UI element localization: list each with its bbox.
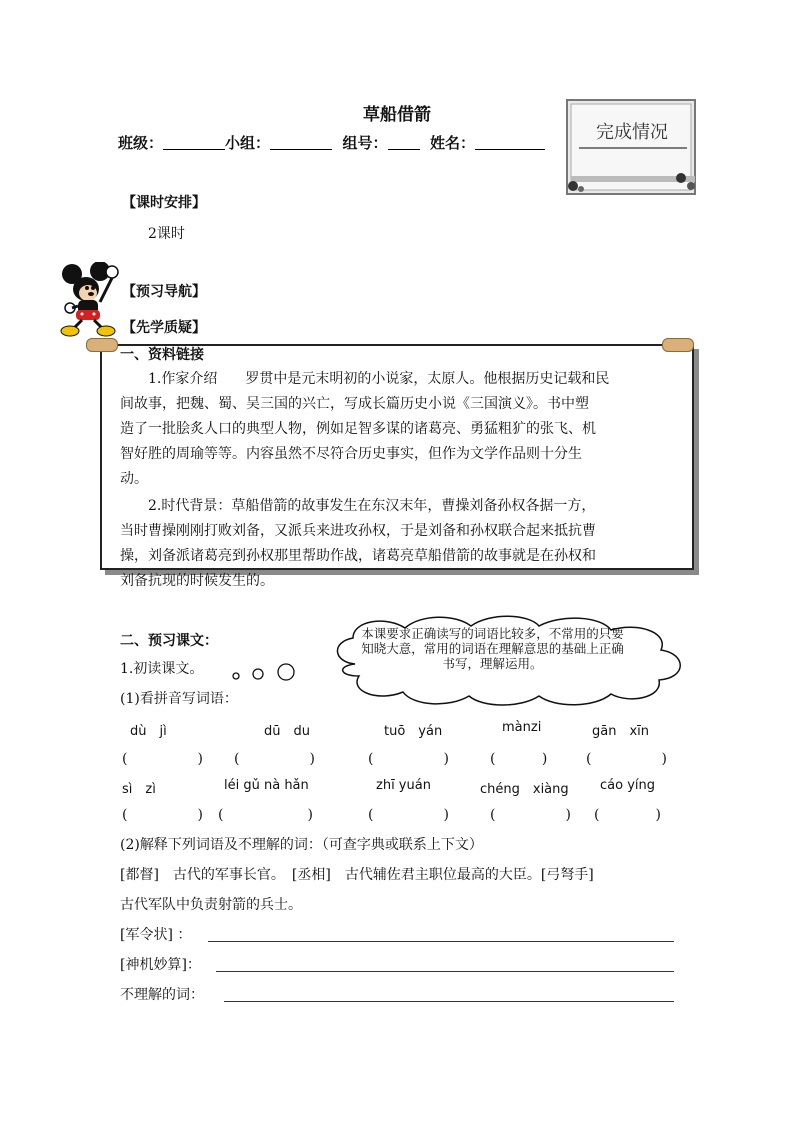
mickey-mascot-icon xyxy=(60,262,122,338)
pinyin-7: léi gǔ nà hǎn xyxy=(224,778,309,793)
author-paragraph xyxy=(120,367,690,594)
badge-text: 完成情况 xyxy=(596,122,668,143)
group-label: 小组： xyxy=(225,134,271,152)
background-line-1: 2.时代背景：草船借箭的故事发生在东汉末年，曹操刘备孙权各据一方， xyxy=(148,498,596,514)
answer-box-6[interactable]: ( ) xyxy=(122,807,203,823)
schedule-heading: 【课时安排】 xyxy=(122,195,206,211)
background-line-4: 刘备抗现的时候发生的。 xyxy=(120,573,274,589)
completion-badge xyxy=(565,98,699,198)
pinyin-10: cáo yíng xyxy=(600,778,655,793)
page-title: 草船借箭 xyxy=(363,105,431,125)
pinyin-4: mànzi xyxy=(502,720,542,735)
pinyin-6: sì zì xyxy=(122,782,156,797)
pinyin-5: gān xīn xyxy=(592,724,650,739)
thought-bubbles-icon xyxy=(228,660,298,684)
cloud-callout-text: 本课要求正确读写的词语比较多，不常用的只要知晓大意，常用的词语在理解意思的基础上正确书写，理解运用。 xyxy=(361,626,624,671)
answer-box-2[interactable]: ( ) xyxy=(234,751,315,767)
materials-heading: 一、资料链接 xyxy=(120,347,204,363)
student-info-line xyxy=(118,132,545,153)
answer-box-4[interactable]: ( ) xyxy=(490,751,548,767)
field3-label: 不理解的词： xyxy=(120,987,204,1003)
answer-box-7[interactable]: ( ) xyxy=(218,807,313,823)
scroll-curl-left-icon xyxy=(86,338,118,352)
scroll-curl-right-icon xyxy=(662,338,694,352)
pre-question-heading: 【先学质疑】 xyxy=(122,320,206,336)
group-no-blank[interactable] xyxy=(388,133,420,150)
unknown-words-answer-line[interactable] xyxy=(224,1000,674,1002)
first-read-label: 1.初读课文。 xyxy=(120,661,204,677)
pinyin-task-label: (1)看拼音写词语： xyxy=(120,691,238,707)
shenjimiaosuan-answer-line[interactable] xyxy=(216,970,674,972)
answer-box-8[interactable]: ( ) xyxy=(368,807,449,823)
author-line-3: 造了一批脍炙人口的典型人物，例如足智多谋的诸葛亮、勇猛粗犷的张飞、机 xyxy=(120,421,596,437)
schedule-value: 2课时 xyxy=(148,226,185,242)
author-line-2: 间故事，把魏、蜀、吴三国的兴亡，写成长篇历史小说《三国演义》。书中塑 xyxy=(120,396,589,412)
preview-nav-heading: 【预习导航】 xyxy=(122,284,206,300)
pinyin-3: tuō yán xyxy=(384,724,443,739)
answer-box-1[interactable]: ( ) xyxy=(122,751,203,767)
group-no-label: 组号： xyxy=(342,134,388,152)
background-line-3: 操，刘备派诸葛亮到孙权那里帮助作战，诸葛亮草船借箭的故事就是在孙权和 xyxy=(120,548,596,564)
answer-box-3[interactable]: ( ) xyxy=(368,751,449,767)
mickey-mascot xyxy=(60,262,122,338)
field2-label: [神机妙算]： xyxy=(120,957,201,973)
explain-line-1: [都督] 古代的军事长官。 [丞相] 古代辅佐君主职位最高的大臣。[弓弩手] xyxy=(120,867,594,883)
name-label: 姓名： xyxy=(429,134,475,152)
name-blank[interactable] xyxy=(475,133,545,150)
class-blank[interactable] xyxy=(163,133,225,150)
pinyin-8: zhī yuán xyxy=(376,778,431,793)
author-line-4: 智好胜的周瑜等等。内容虽然不尽符合历史事实，但作为文学作品则十分生 xyxy=(120,446,582,462)
explain-line-2: 古代军队中负责射箭的兵士。 xyxy=(120,897,302,913)
badge-frame-icon xyxy=(565,98,699,198)
group-blank[interactable] xyxy=(270,133,332,150)
pinyin-2: dū du xyxy=(264,724,310,739)
pinyin-1: dù jì xyxy=(130,724,167,739)
answer-box-9[interactable]: ( ) xyxy=(490,807,571,823)
explain-task-label: (2)解释下列词语及不理解的词：（可查字典或联系上下文） xyxy=(120,837,483,853)
class-label: 班级： xyxy=(118,134,164,152)
pinyin-9: chéng xiàng xyxy=(480,782,569,797)
answer-box-5[interactable]: ( ) xyxy=(586,751,667,767)
author-line-5: 动。 xyxy=(120,471,148,487)
answer-box-10[interactable]: ( ) xyxy=(594,807,661,823)
background-line-2: 当时曹操刚刚打败刘备，又派兵来进攻孙权，于是刘备和孙权联合起来抵抗曹 xyxy=(120,523,596,539)
field1-label: [军令状] ： xyxy=(120,927,192,943)
junlingzhuang-answer-line[interactable] xyxy=(208,940,674,942)
author-line-1: 1.作家介绍 罗贯中是元末明初的小说家，太原人。他根据历史记载和民 xyxy=(148,371,610,387)
preview-text-heading: 二、预习课文： xyxy=(120,633,218,649)
